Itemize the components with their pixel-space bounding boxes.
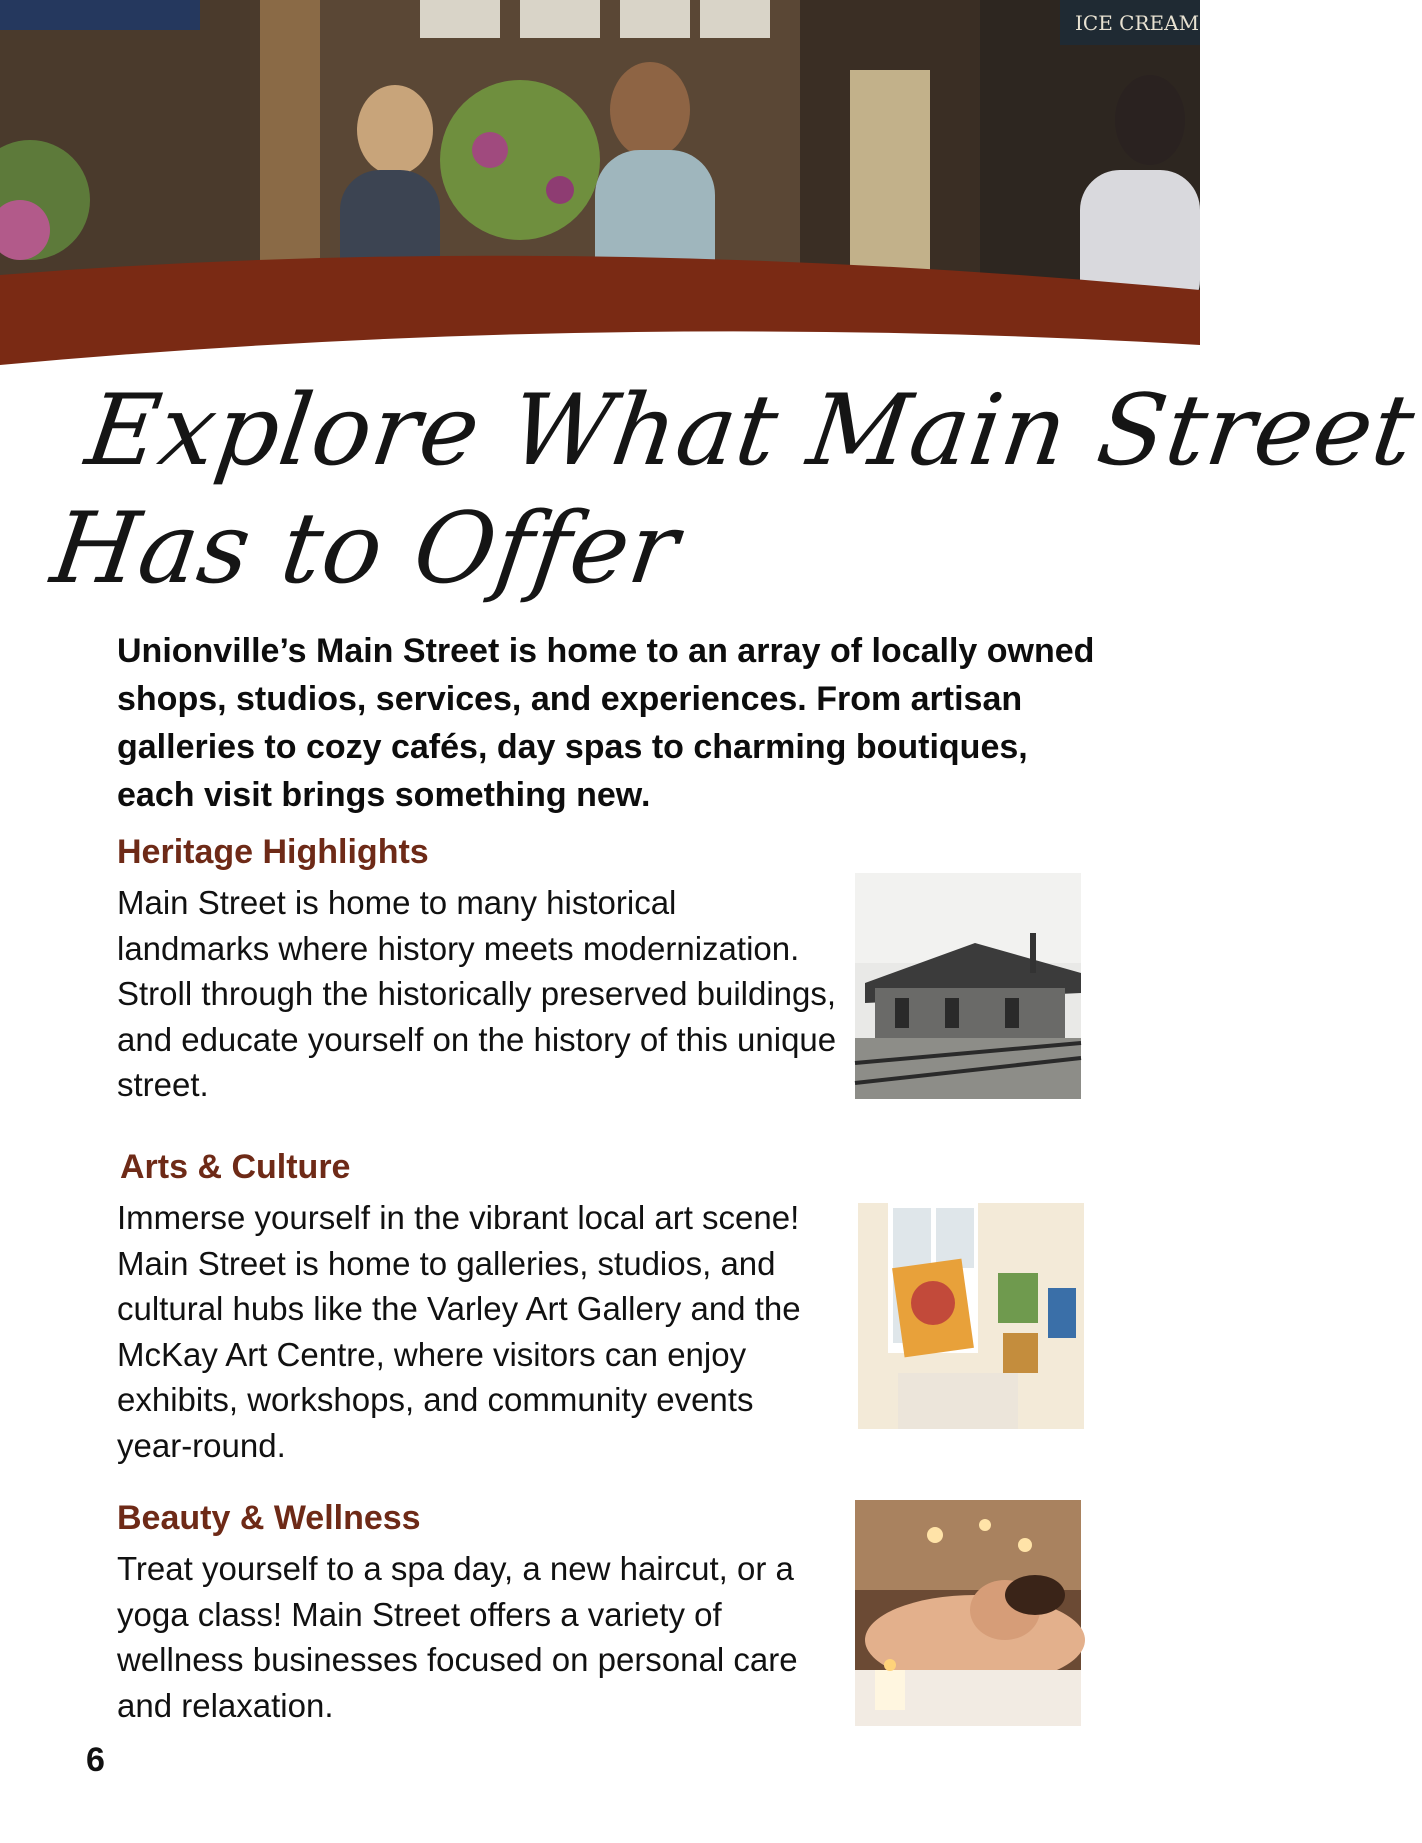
art-gallery-photo xyxy=(858,1203,1080,1425)
section-heading: Beauty & Wellness xyxy=(117,1499,421,1537)
hero-banner xyxy=(0,0,1200,370)
section-body: Main Street is home to many historical landmarks where history meets modernization. Stroll through the historically preserved buildings, and educate yourself on the history of this unique street. xyxy=(117,884,837,1103)
ice-cream-sign: ICE CREAM xyxy=(1075,11,1200,35)
hero-accent-band xyxy=(0,0,1200,370)
page-title xyxy=(45,372,1422,608)
spa-massage-photo xyxy=(855,1500,1081,1726)
intro-paragraph: Unionville’s Main Street is home to an array of locally owned shops, studios, services, and experiences. From artisan galleries to cozy cafés, day spas to charming boutiques, each visit brings something new. xyxy=(117,632,1095,814)
section-heading: Arts & Culture xyxy=(120,1148,351,1186)
page-number: 6 xyxy=(86,1741,105,1779)
train-station-photo xyxy=(855,873,1081,1099)
section-heading: Heritage Highlights xyxy=(117,833,429,871)
section-body: Immerse yourself in the vibrant local art scene! Main Street is home to galleries, studios, and cultural hubs like the Varley Art Gallery and the McKay Art Centre, where visitors can enjoy exhibits, workshops, and community events year-round. xyxy=(117,1199,801,1464)
section-body: Treat yourself to a spa day, a new haircut, or a yoga class! Main Street offers a variety of wellness businesses focused on personal care and relaxation. xyxy=(117,1550,798,1724)
page-title-line-1: Explore What Main Street xyxy=(79,374,1422,488)
page-title-line-2: Has to Offer xyxy=(45,492,686,606)
